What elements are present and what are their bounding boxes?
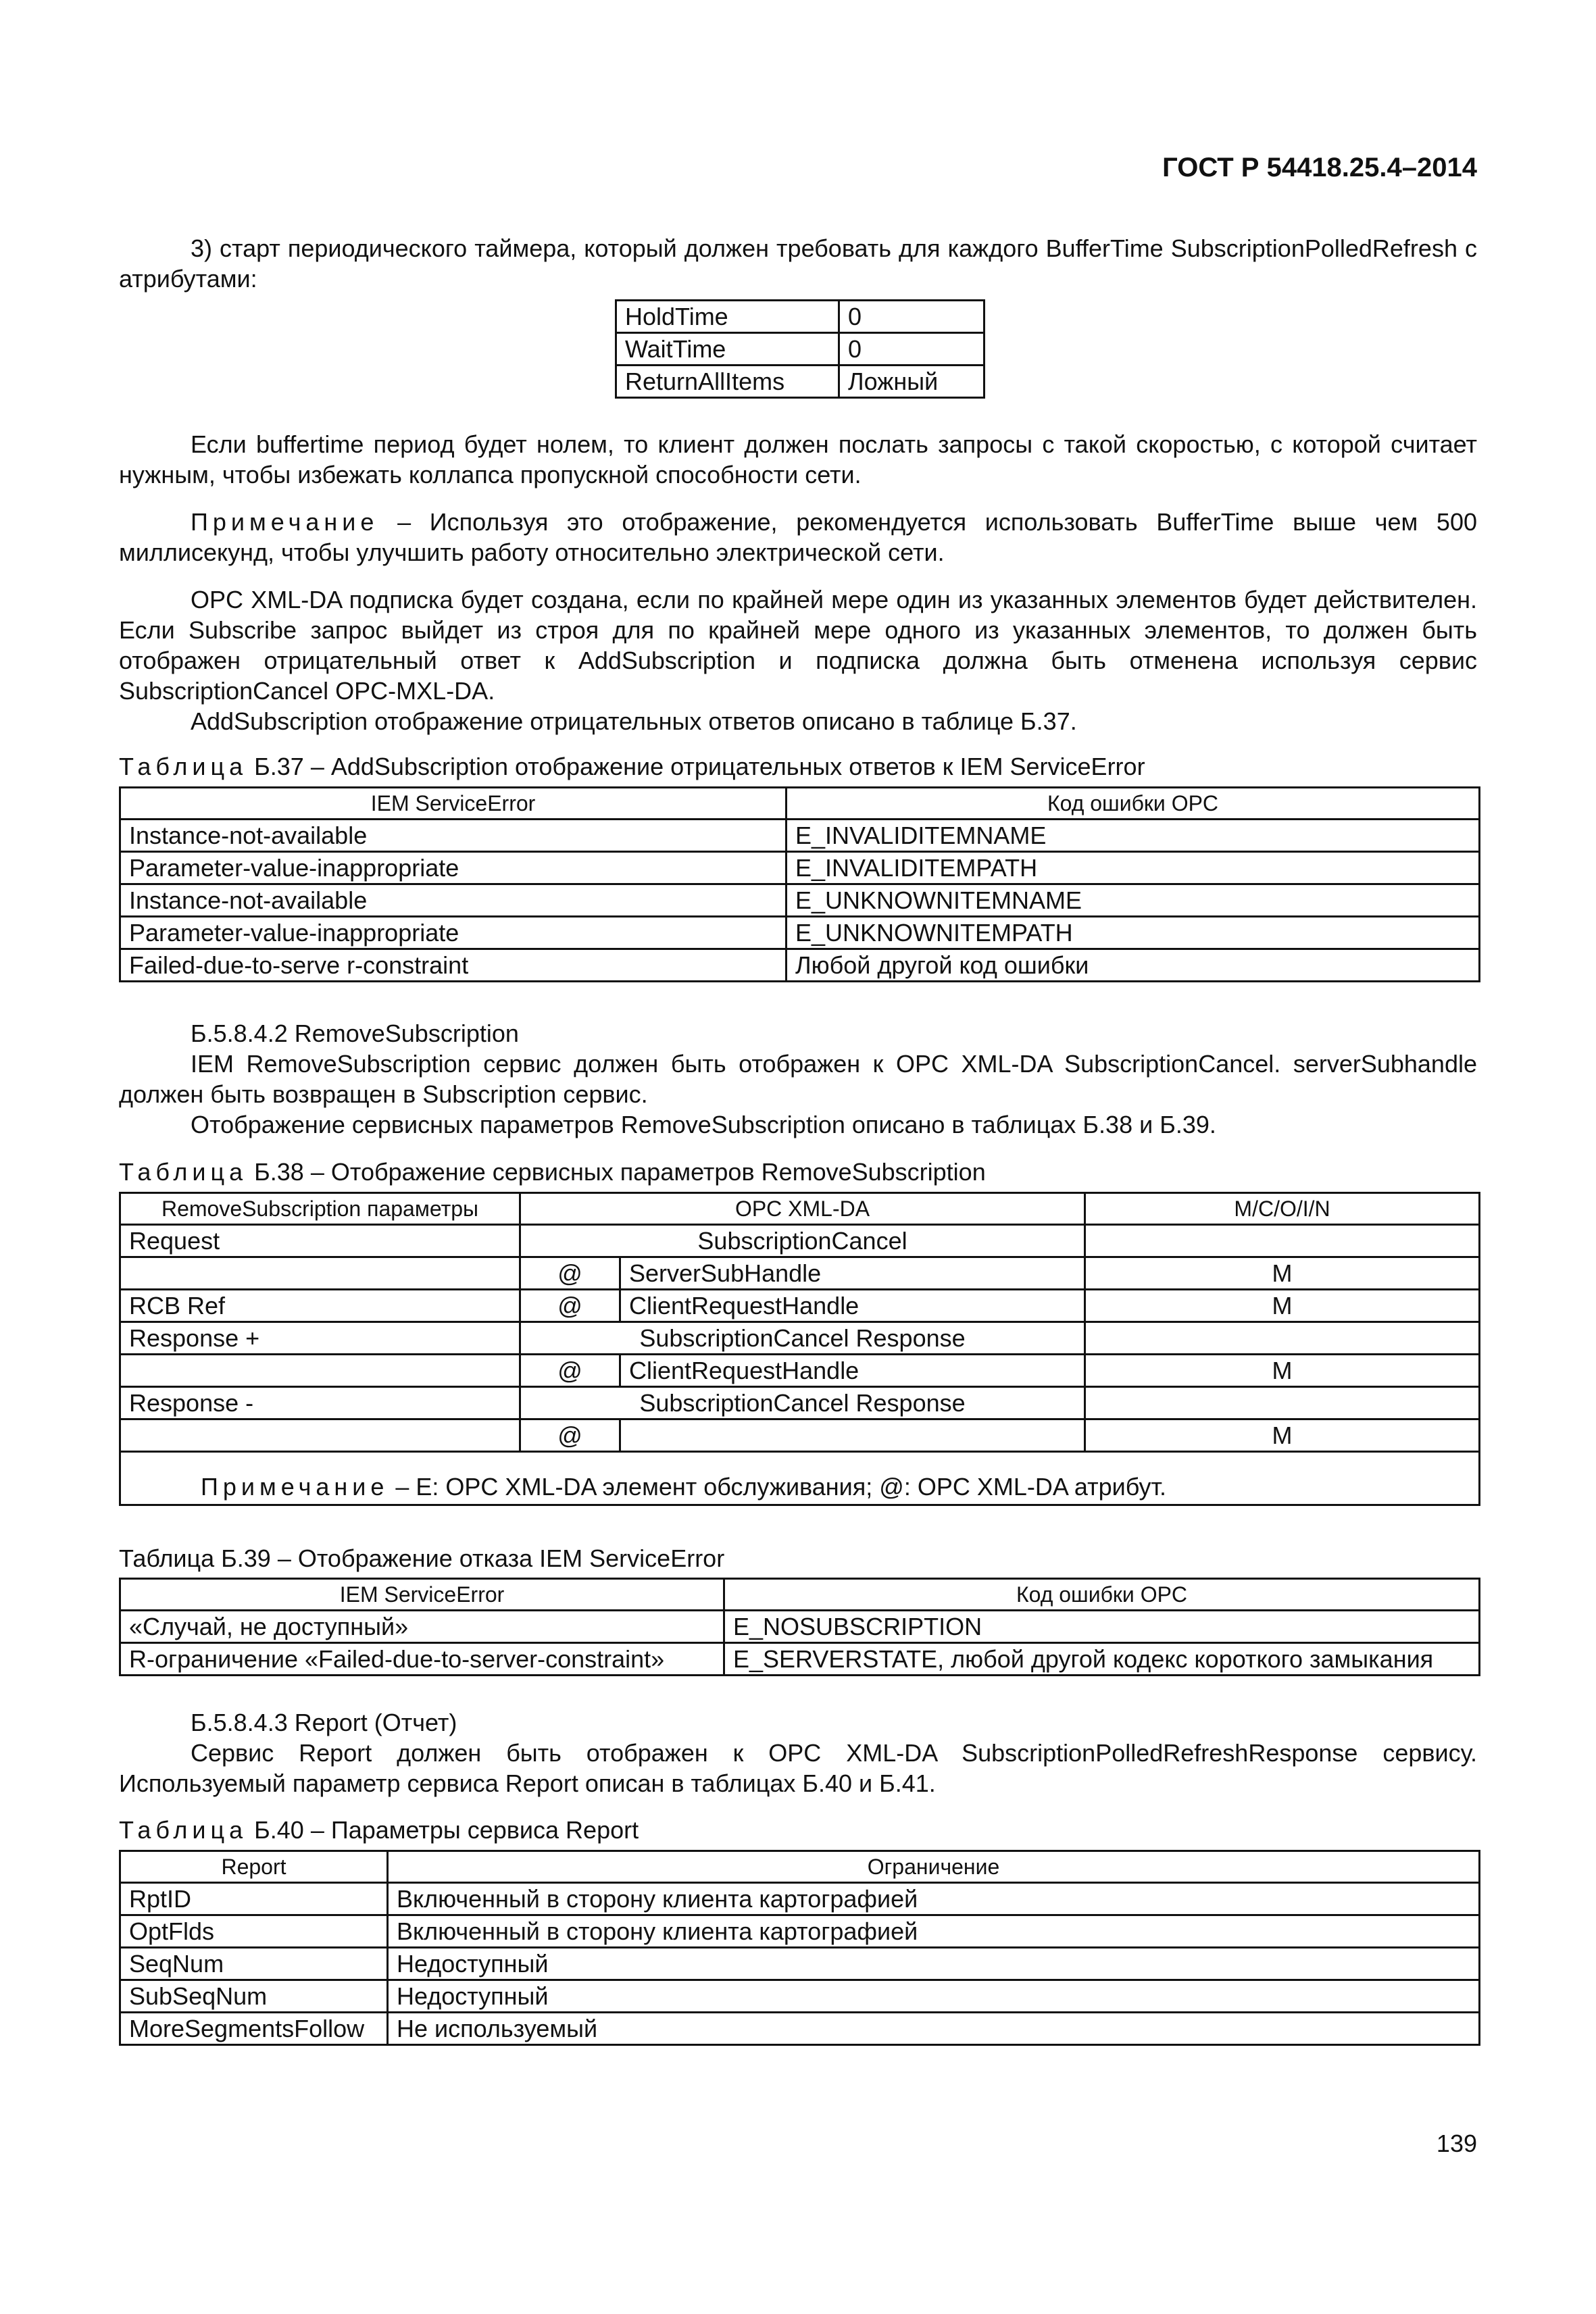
- table-row: [616, 301, 984, 333]
- note-buffertime: [119, 507, 1477, 568]
- mcoin-cell: M: [1085, 1355, 1480, 1387]
- report-param-cell: RptID: [120, 1883, 388, 1915]
- column-header: Код ошибки OPC: [787, 788, 1480, 820]
- paragraph-table38-ref: Отображение сервисных параметров RemoveSubscription описано в таблицах Б.38 и Б.39.: [191, 1111, 1216, 1138]
- table39-caption: Таблица Б.39 – Отображение отказа IEM ServiceError: [119, 1544, 725, 1572]
- opc-code-cell: E_UNKNOWNITEMNAME: [787, 884, 1480, 917]
- table-row: [120, 1387, 1480, 1419]
- mcoin-cell: [1085, 1387, 1480, 1419]
- opc-attribute-cell: ClientRequestHandle: [620, 1290, 1085, 1322]
- section-report: Б.5.8.4.3 Report (Отчет): [191, 1709, 457, 1736]
- table-header-row: [120, 1579, 1480, 1611]
- caption-label: Таблица: [119, 1158, 248, 1186]
- table-b39: [119, 1578, 1480, 1676]
- table-row: [120, 1419, 1480, 1452]
- note-label: Примечание: [191, 508, 379, 536]
- param-cell: Response -: [120, 1387, 520, 1419]
- paragraph-buffertime: Если buffertime период будет нолем, то клиент должен послать запросы с такой скоростью, с которой считает нужным, чтобы избежать коллапса пропускной способности сети.: [119, 430, 1477, 488]
- table38-caption: [119, 1157, 986, 1187]
- caption-text: Б.40 – Параметры сервиса Report: [247, 1816, 639, 1844]
- table-row: [120, 917, 1480, 949]
- attribute-marker-cell: @: [520, 1257, 620, 1290]
- param-cell: Request: [120, 1225, 520, 1257]
- opc-element-cell: SubscriptionCancel: [520, 1225, 1085, 1257]
- column-header: Код ошибки OPC: [724, 1579, 1480, 1611]
- column-header: M/C/O/I/N: [1085, 1193, 1480, 1225]
- report-param-cell: SeqNum: [120, 1948, 388, 1980]
- column-header: RemoveSubscription параметры: [120, 1193, 520, 1225]
- restriction-cell: Недоступный: [388, 1980, 1480, 2013]
- page-number: 139: [1436, 2130, 1477, 2157]
- paragraph-remove-subscription: IEM RemoveSubscription сервис должен быть отображен к OPC XML-DA SubscriptionCancel. serverSubhandle должен быть возвращен в Subscription сервис.: [119, 1050, 1477, 1108]
- column-header: IEM ServiceError: [120, 1579, 724, 1611]
- service-error-cell: Parameter-value-inappropriate: [120, 852, 787, 884]
- table-row: [120, 1322, 1480, 1355]
- column-header: IEM ServiceError: [120, 788, 787, 820]
- table-row: [120, 949, 1480, 982]
- table-header-row: [120, 1193, 1480, 1225]
- column-header: OPC XML-DA: [520, 1193, 1085, 1225]
- restriction-cell: Включенный в сторону клиента картографией: [388, 1883, 1480, 1915]
- opc-code-cell: E_INVALIDITEMNAME: [787, 820, 1480, 852]
- service-error-cell: Parameter-value-inappropriate: [120, 917, 787, 949]
- opc-code-cell: Любой другой код ошибки: [787, 949, 1480, 982]
- mcoin-cell: [1085, 1322, 1480, 1355]
- service-error-cell: Instance-not-available: [120, 820, 787, 852]
- table-row: [120, 1883, 1480, 1915]
- table-row: [120, 1643, 1480, 1676]
- note-text: – Используя это отображение, рекомендуется использовать BufferTime выше чем 500 миллисекунд, чтобы улучшить работу относительно электрической сети.: [119, 508, 1477, 566]
- table-b37: [119, 786, 1480, 982]
- table-row: [120, 1290, 1480, 1322]
- column-header: Ограничение: [388, 1851, 1480, 1883]
- opc-attribute-cell: [620, 1419, 1085, 1452]
- param-cell: RCB Ref: [120, 1290, 520, 1322]
- table-row: [120, 1948, 1480, 1980]
- table-row: [120, 884, 1480, 917]
- attr-value-cell: 0: [839, 333, 984, 366]
- opc-code-cell: E_UNKNOWNITEMPATH: [787, 917, 1480, 949]
- restriction-cell: Недоступный: [388, 1948, 1480, 1980]
- param-cell: Response +: [120, 1322, 520, 1355]
- opc-attribute-cell: ServerSubHandle: [620, 1257, 1085, 1290]
- mcoin-cell: [1085, 1225, 1480, 1257]
- table-header-row: [120, 788, 1480, 820]
- attr-value-cell: Ложный: [839, 366, 984, 398]
- opc-attribute-cell: ClientRequestHandle: [620, 1355, 1085, 1387]
- attribute-marker-cell: @: [520, 1355, 620, 1387]
- table-row: [616, 333, 984, 366]
- standard-header: ГОСТ Р 54418.25.4–2014: [1162, 153, 1477, 182]
- table-row: [120, 2013, 1480, 2045]
- service-error-cell: «Случай, не доступный»: [120, 1611, 724, 1643]
- table-b40: [119, 1850, 1480, 2046]
- attribute-marker-cell: @: [520, 1419, 620, 1452]
- caption-label: Таблица: [119, 753, 248, 780]
- intro-item-3: 3) старт периодического таймера, который должен требовать для каждого BufferTime SubscriptionPolledRefresh с атрибутами:: [119, 234, 1477, 293]
- opc-element-cell: SubscriptionCancel Response: [520, 1387, 1085, 1419]
- attr-value-cell: 0: [839, 301, 984, 333]
- table-row: [120, 1257, 1480, 1290]
- opc-code-cell: E_SERVERSTATE, любой другой кодекс короткого замыкания: [724, 1643, 1480, 1676]
- table-row: [120, 1980, 1480, 2013]
- mcoin-cell: M: [1085, 1290, 1480, 1322]
- caption-label: Таблица: [119, 1816, 248, 1844]
- table-row: [120, 1611, 1480, 1643]
- caption-text: Б.37 – AddSubscription отображение отрицательных ответов к IEM ServiceError: [247, 753, 1145, 780]
- attribute-marker-cell: @: [520, 1290, 620, 1322]
- paragraph-table37-ref: AddSubscription отображение отрицательных ответов описано в таблице Б.37.: [191, 707, 1077, 735]
- attribute-table: [615, 299, 985, 399]
- mcoin-cell: M: [1085, 1419, 1480, 1452]
- opc-code-cell: E_INVALIDITEMPATH: [787, 852, 1480, 884]
- service-error-cell: R-ограничение «Failed-due-to-server-constraint»: [120, 1643, 724, 1676]
- column-header: Report: [120, 1851, 388, 1883]
- table-row: [120, 1915, 1480, 1948]
- report-param-cell: OptFlds: [120, 1915, 388, 1948]
- note-label: Примечание: [201, 1473, 389, 1501]
- paragraph-report: Сервис Report должен быть отображен к OPC XML-DA SubscriptionPolledRefreshResponse сервису. Используемый параметр сервиса Report описан в таблицах Б.40 и Б.41.: [119, 1739, 1477, 1797]
- attr-name-cell: HoldTime: [616, 301, 839, 333]
- table-row: [616, 366, 984, 398]
- table-note-row: [120, 1452, 1480, 1505]
- table-row: [120, 1225, 1480, 1257]
- table-b38: [119, 1192, 1480, 1506]
- restriction-cell: Не используемый: [388, 2013, 1480, 2045]
- table-header-row: [120, 1851, 1480, 1883]
- param-cell: [120, 1257, 520, 1290]
- caption-text: Б.38 – Отображение сервисных параметров RemoveSubscription: [247, 1158, 986, 1186]
- report-param-cell: SubSeqNum: [120, 1980, 388, 2013]
- table-note-cell: [120, 1452, 1480, 1505]
- restriction-cell: Включенный в сторону клиента картографией: [388, 1915, 1480, 1948]
- param-cell: [120, 1355, 520, 1387]
- mcoin-cell: M: [1085, 1257, 1480, 1290]
- service-error-cell: Failed-due-to-serve r-constraint: [120, 949, 787, 982]
- report-param-cell: MoreSegmentsFollow: [120, 2013, 388, 2045]
- table40-caption: [119, 1815, 639, 1845]
- table-row: [120, 852, 1480, 884]
- attr-name-cell: WaitTime: [616, 333, 839, 366]
- param-cell: [120, 1419, 520, 1452]
- note-text: – E: OPC XML-DA элемент обслуживания; @: OPC XML-DA атрибут.: [389, 1473, 1167, 1501]
- section-remove-subscription: Б.5.8.4.2 RemoveSubscription: [191, 1020, 519, 1047]
- opc-code-cell: E_NOSUBSCRIPTION: [724, 1611, 1480, 1643]
- table37-caption: [119, 751, 1145, 782]
- opc-element-cell: SubscriptionCancel Response: [520, 1322, 1085, 1355]
- table-row: [120, 820, 1480, 852]
- table-row: [120, 1355, 1480, 1387]
- paragraph-subscription: OPC XML-DA подписка будет создана, если по крайней мере один из указанных элементов будет действителен. Если Subscribe запрос выйдет из строя для по крайней мере одного из указанных элементов, то должен быть отображен отрицательный ответ к AddSubscription и подписка должна быть отменена используя сервис SubscriptionCancel OPC-MXL-DA.: [119, 586, 1477, 705]
- attr-name-cell: ReturnAllItems: [616, 366, 839, 398]
- service-error-cell: Instance-not-available: [120, 884, 787, 917]
